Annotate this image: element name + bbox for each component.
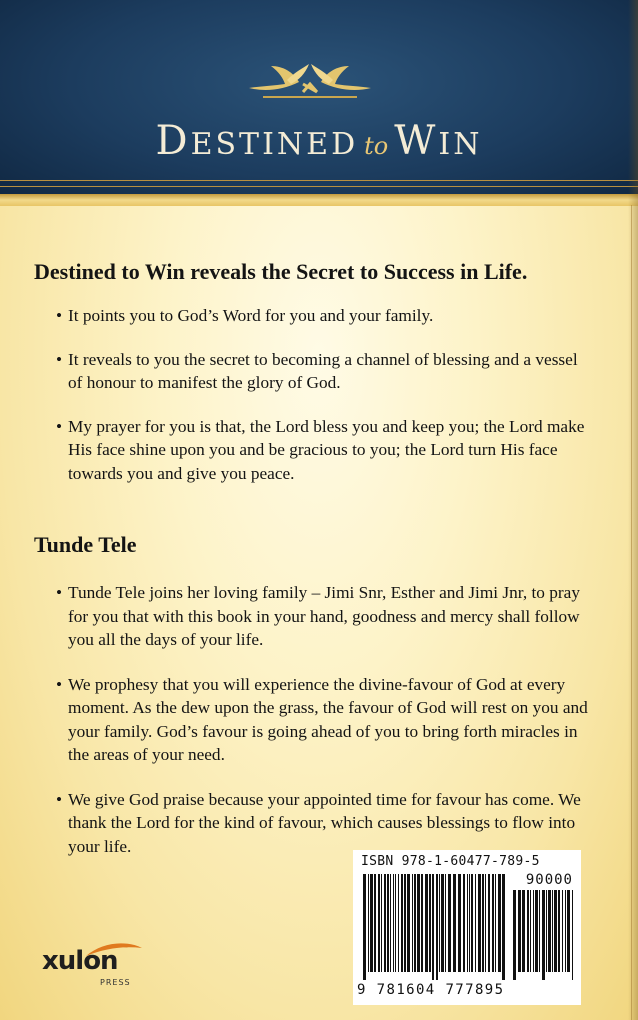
section-author bbox=[34, 531, 594, 858]
section-heading: Destined to Win reveals the Secret to Success in Life. bbox=[34, 259, 528, 284]
author-heading: Tunde Tele bbox=[34, 532, 137, 557]
bullet-item: • Tunde Tele joins her loving family – Jimi Snr, Esther and Jimi Jnr, to pray for you that with this book in your hand, goodness and mercy shall follow you all the days of your life. bbox=[56, 581, 588, 652]
book-title: DESTINED to WIN bbox=[155, 118, 483, 164]
publisher-logo bbox=[42, 940, 152, 1000]
addon-bars bbox=[513, 890, 573, 980]
isbn-number: ISBN 978-1-60477-789-5 bbox=[361, 854, 540, 869]
ean-digits: 9 781604 777895 bbox=[357, 982, 505, 998]
bullet-item: • We prophesy that you will experience the divine-favour of God at every moment. As the dew upon the grass, the favour of God will rest on you and your family. God’s favour is going ahead of you to bring forth miracles in the areas of your need. bbox=[56, 673, 588, 767]
bullet-item: • We give God praise because your appointed time for favour has come. We thank the Lord for the kind of favour, which causes blessings to flow into your life. bbox=[56, 788, 588, 859]
bullet-list bbox=[34, 304, 594, 485]
publisher-press: PRESS bbox=[100, 978, 131, 987]
blurb-content bbox=[34, 258, 594, 858]
ean-bars bbox=[363, 874, 505, 980]
header-rule bbox=[0, 186, 638, 187]
header-rule bbox=[0, 180, 638, 181]
barcode bbox=[353, 850, 581, 1005]
spine-line bbox=[631, 205, 632, 1020]
section-secret bbox=[34, 258, 594, 485]
cover-header-band bbox=[0, 0, 638, 205]
bullet-item: • It points you to God’s Word for you and your family. bbox=[56, 304, 588, 328]
gold-band bbox=[0, 194, 638, 206]
bullet-item: • It reveals to you the secret to becoming a channel of blessing and a vessel of honour to manifest the glory of God. bbox=[56, 348, 588, 395]
publisher-name: xulon bbox=[42, 946, 118, 976]
price-code: 90000 bbox=[525, 872, 573, 888]
spine-edge bbox=[628, 0, 638, 1020]
laurel-ornament-icon bbox=[243, 58, 377, 102]
bullet-item: • My prayer for you is that, the Lord bless you and keep you; the Lord make His face shine upon you and be gracious to you; the Lord turn His face towards you and give you peace. bbox=[56, 415, 588, 486]
bullet-list bbox=[34, 581, 594, 858]
